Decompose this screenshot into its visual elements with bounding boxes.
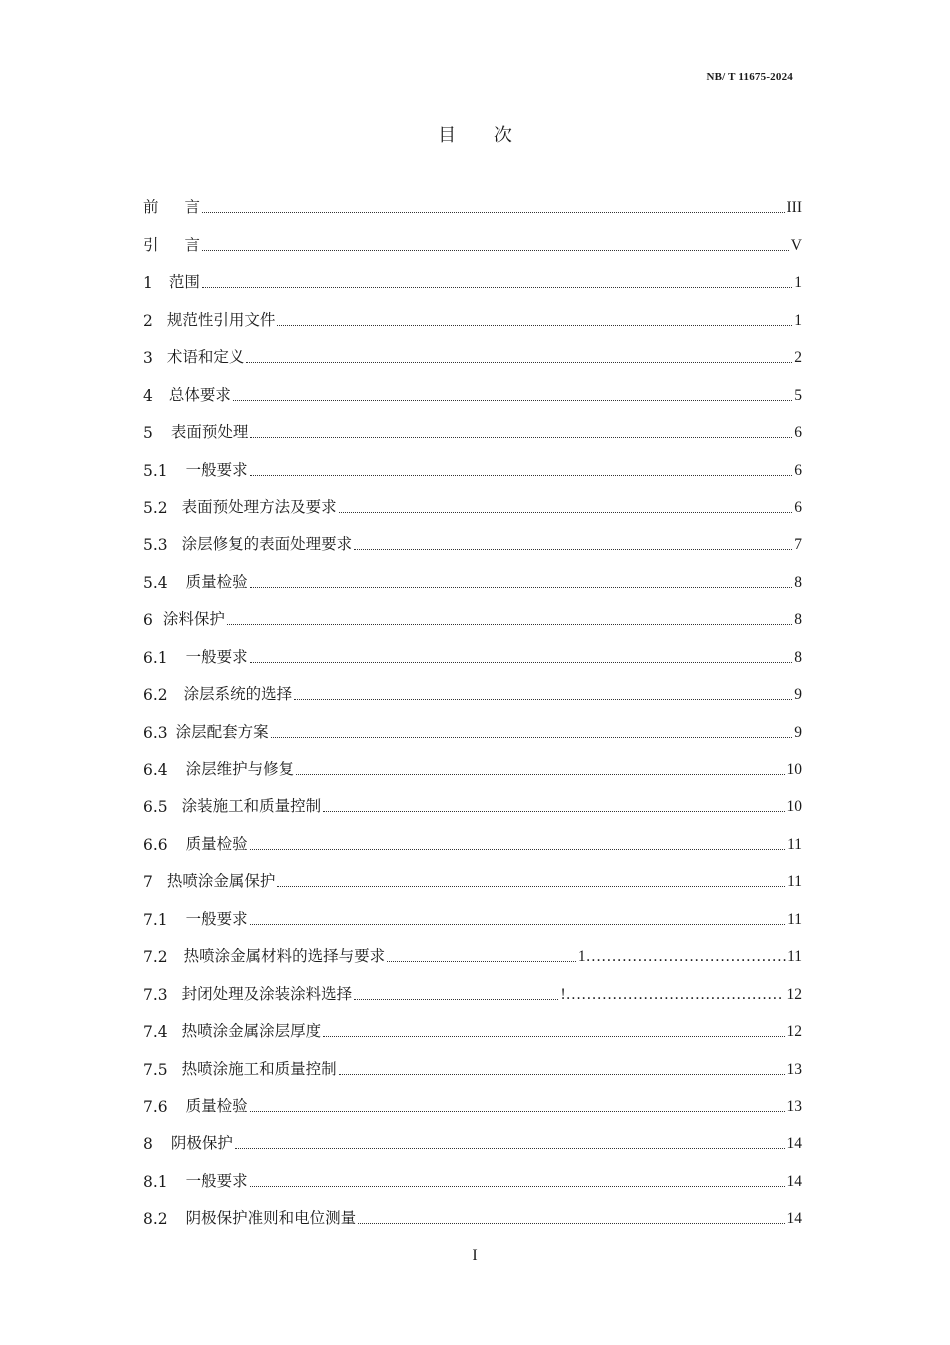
toc-entry-page: 11 (787, 835, 802, 853)
toc-entry[interactable] (143, 480, 802, 517)
toc-dot-leader (227, 624, 792, 625)
toc-entry[interactable] (143, 442, 802, 479)
toc-dot-leader (250, 849, 785, 850)
toc-entry-title: 言 (184, 235, 201, 254)
page-title: 目 次 (438, 125, 528, 146)
toc-entry-number: 6.5 (143, 798, 168, 817)
toc-entry-title: 总体要求 (168, 385, 231, 404)
toc-entry-page: 8 (794, 648, 802, 666)
toc-dot-leader (233, 400, 792, 401)
toc-dot-leader (358, 1223, 784, 1224)
toc-entry-number: 6.6 (143, 835, 168, 854)
toc-entry-page: 8 (794, 573, 802, 591)
toc-entry-title: 热喷涂金属材料的选择与要求 (183, 947, 386, 966)
toc-entry[interactable] (143, 1004, 802, 1041)
toc-entry-page: 6 (794, 424, 802, 442)
toc-entry-number: 7.5 (143, 1060, 168, 1079)
toc-dot-leader (250, 587, 793, 588)
toc-entry-title: 术语和定义 (166, 348, 245, 367)
toc-entry-page: 11 (787, 873, 802, 891)
toc-entry-number: 7.1 (143, 910, 168, 929)
toc-entry[interactable] (143, 1116, 802, 1153)
toc-dot-leader (296, 774, 784, 775)
toc-entry-page: 10 (786, 761, 802, 778)
toc-dot-leader (323, 811, 784, 812)
toc-dot-leader (339, 512, 793, 513)
toc-entry-number: 6.3 (143, 723, 168, 742)
toc-entry-number: 5.4 (143, 573, 168, 592)
table-of-contents (143, 180, 802, 1228)
toc-entry-title: 一般要求 (185, 909, 248, 928)
toc-entry-page: 8 (794, 611, 802, 629)
toc-dot-leader (354, 549, 792, 550)
toc-dot-leader (339, 1074, 785, 1075)
toc-entry[interactable] (143, 405, 802, 442)
toc-dot-leader (250, 662, 793, 663)
toc-entry-page: 11 (787, 910, 802, 928)
toc-entry-number: 5.2 (143, 498, 168, 517)
toc-entry[interactable] (143, 1191, 802, 1228)
toc-entry-title: 阴极保护准则和电位测量 (185, 1209, 357, 1228)
toc-entry-number: 2 (143, 311, 153, 330)
toc-entry-page: 6 (794, 498, 802, 516)
toc-entry-page: 7 (794, 536, 802, 554)
toc-entry-title: 涂层系统的选择 (183, 685, 293, 704)
toc-entry[interactable] (143, 217, 802, 254)
toc-dot-leader (235, 1148, 785, 1149)
toc-entry-number: 8.1 (143, 1172, 168, 1191)
toc-entry-number: 7.2 (143, 948, 168, 967)
toc-entry-page: 13 (786, 1060, 802, 1078)
toc-entry-page: 13 (786, 1097, 802, 1115)
toc-entry[interactable] (143, 367, 802, 404)
page-number: I (472, 1247, 478, 1264)
toc-entry-page: 6 (794, 461, 802, 479)
toc-entry-title: 质量检验 (185, 572, 248, 591)
toc-entry-page: 1 (794, 274, 802, 292)
toc-entry-number: 8.2 (143, 1210, 168, 1229)
toc-entry-number: 5.1 (143, 461, 168, 480)
toc-dot-leader (202, 250, 789, 251)
toc-entry-number: 5 (143, 424, 153, 443)
toc-entry-title: 阴极保护 (170, 1134, 233, 1153)
toc-entry-number: 7 (143, 873, 153, 892)
toc-entry-page: III (786, 199, 802, 217)
toc-entry-title: 范围 (168, 273, 200, 292)
toc-dot-leader (277, 886, 785, 887)
toc-dot-leader (250, 924, 785, 925)
toc-dot-leader (250, 1111, 785, 1112)
toc-entry-page: 9 (794, 686, 802, 704)
toc-entry-number: 7.3 (143, 985, 168, 1004)
toc-entry-page: 1…………………………………11 (577, 948, 802, 966)
toc-entry-page: 2 (794, 349, 802, 367)
toc-entry[interactable] (143, 1041, 802, 1078)
toc-entry[interactable] (143, 854, 802, 891)
toc-entry[interactable] (143, 779, 802, 816)
toc-dot-leader (250, 1186, 785, 1187)
toc-dot-leader (250, 475, 793, 476)
toc-entry-title: 封闭处理及涂装涂料选择 (181, 984, 353, 1003)
toc-entry[interactable] (143, 1079, 802, 1116)
toc-entry-page: 1 (794, 311, 802, 329)
toc-entry-number: 6.4 (143, 761, 168, 779)
toc-dot-leader (250, 437, 792, 438)
toc-entry-title: 热喷涂施工和质量控制 (181, 1059, 337, 1078)
toc-dot-leader (246, 362, 792, 363)
standard-code: NB/ T 11675-2024 (706, 71, 793, 83)
toc-entry-page: 5 (794, 386, 802, 404)
toc-entry-page: !…………………………………… 12 (560, 985, 802, 1003)
toc-entry[interactable] (143, 180, 802, 217)
toc-entry-title: 表面预处理 (170, 423, 249, 442)
toc-entry-title: 涂层修复的表面处理要求 (181, 535, 353, 554)
toc-entry-page: 9 (794, 723, 802, 741)
toc-entry[interactable] (143, 330, 802, 367)
toc-entry-title: 一般要求 (185, 647, 248, 666)
toc-entry[interactable] (143, 891, 802, 928)
toc-dot-leader (202, 212, 784, 213)
toc-entry-title: 涂装施工和质量控制 (181, 797, 322, 816)
toc-entry[interactable] (143, 667, 802, 704)
toc-entry[interactable] (143, 816, 802, 853)
toc-entry-number: 1 (143, 274, 153, 293)
toc-entry[interactable] (143, 554, 802, 591)
toc-entry-title: 言 (184, 198, 201, 217)
toc-entry-number: 5.3 (143, 536, 168, 555)
toc-entry-number: 前 (143, 198, 159, 217)
toc-entry[interactable] (143, 629, 802, 666)
toc-entry-number: 引 (143, 235, 159, 254)
toc-entry-title: 一般要求 (185, 460, 248, 479)
toc-entry-number: 7.4 (143, 1023, 168, 1042)
toc-entry[interactable] (143, 966, 802, 1003)
toc-entry[interactable] (143, 255, 802, 292)
toc-entry-page: 10 (786, 798, 802, 816)
toc-entry-title: 规范性引用文件 (166, 310, 276, 329)
toc-dot-leader (323, 1036, 784, 1037)
toc-entry-title: 涂层配套方案 (175, 722, 269, 741)
toc-entry-title: 表面预处理方法及要求 (181, 497, 337, 516)
toc-dot-leader (271, 737, 793, 738)
toc-entry-number: 6.2 (143, 686, 168, 705)
toc-entry-title: 涂层维护与修复 (185, 760, 295, 778)
toc-entry-page: V (790, 236, 802, 254)
toc-dot-leader (202, 287, 792, 288)
toc-entry-page: 14 (786, 1210, 802, 1228)
toc-entry-title: 一般要求 (185, 1171, 248, 1190)
toc-entry-number: 4 (143, 386, 153, 405)
toc-entry[interactable] (143, 704, 802, 741)
toc-entry-number: 6.1 (143, 648, 168, 667)
toc-entry[interactable] (143, 517, 802, 554)
toc-dot-leader (277, 325, 792, 326)
toc-entry-number: 3 (143, 349, 153, 368)
toc-entry-title: 涂料保护 (162, 610, 225, 629)
toc-entry-title: 热喷涂金属涂层厚度 (181, 1022, 322, 1041)
toc-entry-number: 8 (143, 1135, 153, 1154)
toc-entry[interactable] (143, 742, 802, 779)
toc-entry-title: 热喷涂金属保护 (166, 872, 276, 891)
toc-dot-leader (354, 999, 558, 1000)
toc-entry[interactable] (143, 592, 802, 629)
toc-entry[interactable] (143, 929, 802, 966)
toc-entry-page: 12 (786, 1023, 802, 1041)
toc-dot-leader (387, 961, 576, 962)
toc-entry[interactable] (143, 1153, 802, 1190)
toc-entry-title: 质量检验 (185, 1096, 248, 1115)
toc-entry-number: 6 (143, 611, 153, 630)
toc-entry-number: 7.6 (143, 1097, 168, 1116)
toc-entry-page: 14 (786, 1172, 802, 1190)
toc-dot-leader (294, 699, 792, 700)
toc-entry-page: 14 (786, 1135, 802, 1153)
toc-entry-title: 质量检验 (185, 834, 248, 853)
toc-entry[interactable] (143, 292, 802, 329)
